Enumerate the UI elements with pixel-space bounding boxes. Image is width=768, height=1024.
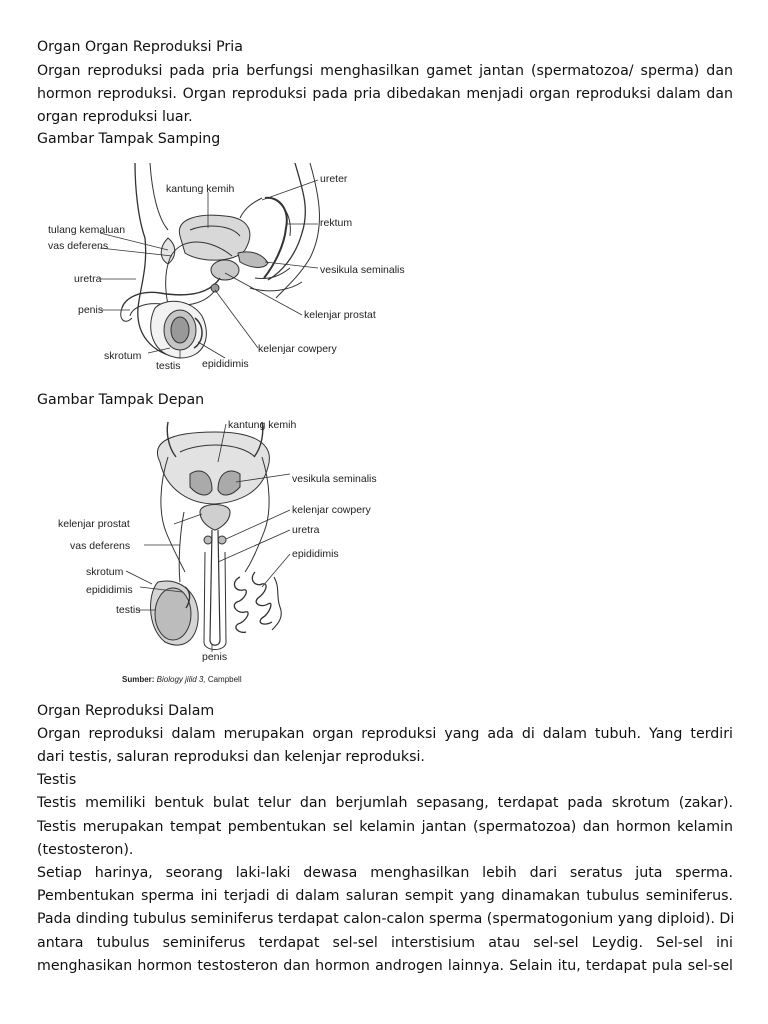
label-front-testis: testis: [116, 604, 141, 616]
subheading-organ-dalam: Organ Reproduksi Dalam: [37, 703, 215, 719]
label-front-vas-deferens: vas deferens: [70, 540, 131, 552]
body-line-3: Testis memiliki bentuk bulat telur dan berjumlah sepasang, terdapat pada skrotum (zakar).: [37, 795, 733, 811]
label-front-kelenjar-prostat: kelenjar prostat: [58, 518, 130, 530]
subheading-testis: Testis: [37, 772, 77, 788]
body-line-9: antara tubulus seminiferus terdapat sel-sel interstisium atau sel-sel Leydig. Sel-sel ini: [37, 935, 733, 951]
label-front-skrotum: skrotum: [86, 566, 124, 578]
figure-source: [122, 675, 242, 684]
label-kelenjar-prostat: kelenjar prostat: [304, 309, 376, 321]
body-line-5: (testosteron).: [37, 842, 134, 858]
label-vas-deferens: vas deferens: [48, 240, 109, 252]
front-view-diagram: [40, 412, 420, 690]
label-front-kantung-kemih: kantung kemih: [228, 419, 297, 431]
figure-front-caption: Gambar Tampak Depan: [37, 392, 205, 408]
side-view-leaders: [100, 180, 318, 358]
label-penis: penis: [78, 304, 104, 316]
body-line-1: Organ reproduksi dalam merupakan organ reproduksi yang ada di dalam tubuh. Yang terdiri: [37, 726, 733, 742]
source-prefix: Sumber:: [122, 675, 157, 684]
intro-line-1: Organ reproduksi pada pria berfungsi menghasilkan gamet jantan (spermatozoa/ sperma) dan: [37, 63, 733, 79]
label-front-uretra: uretra: [292, 524, 320, 536]
label-epididimis: epididimis: [202, 358, 249, 370]
label-front-epididimis-right: epididimis: [292, 548, 339, 560]
front-view-drawing: [151, 422, 282, 650]
source-author: Campbell: [205, 675, 242, 684]
label-kantung-kemih: kantung kemih: [166, 183, 235, 195]
label-kelenjar-cowpery: kelenjar cowpery: [258, 343, 337, 355]
body-line-7: Pembentukan sperma ini terjadi di dalam saluran sempit yang dinamakan tubulus seminiferus.: [37, 888, 733, 904]
figure-side-caption: Gambar Tampak Samping: [37, 131, 221, 147]
label-testis: testis: [156, 360, 181, 372]
bladder-shape-front: [157, 432, 269, 504]
section-title: Organ Organ Reproduksi Pria: [37, 39, 243, 55]
body-line-4: Testis merupakan tempat pembentukan sel kelamin jantan (spermatozoa) dan hormon kelamin: [37, 819, 733, 835]
label-front-vesikula-seminalis: vesikula seminalis: [292, 473, 377, 485]
intro-line-2: hormon reproduksi. Organ reproduksi pada pria dibedakan menjadi organ reproduksi dalam dan: [37, 86, 733, 102]
label-uretra: uretra: [74, 273, 102, 285]
label-vesikula-seminalis: vesikula seminalis: [320, 264, 405, 276]
source-title: Biology jilid 3,: [156, 675, 206, 684]
body-line-8: Pada dinding tubulus seminiferus terdapat calon-calon sperma (spermatogonium yang diploid). Di: [37, 911, 735, 927]
body-line-2: dari testis, saluran reproduksi dan kelenjar reproduksi.: [37, 749, 425, 765]
label-rektum: rektum: [320, 217, 353, 229]
label-skrotum: skrotum: [104, 350, 142, 362]
label-front-kelenjar-cowpery: kelenjar cowpery: [292, 504, 371, 516]
label-ureter: ureter: [320, 173, 348, 185]
label-tulang-kemaluan: tulang kemaluan: [48, 224, 126, 236]
intro-line-3: organ reproduksi luar.: [37, 109, 193, 125]
body-line-6: Setiap harinya, seorang laki-laki dewasa menghasilkan lebih dari seratus juta sperma.: [37, 865, 733, 881]
label-front-penis: penis: [202, 651, 228, 663]
testis-shape-front: [155, 588, 191, 640]
side-view-diagram: [40, 158, 420, 376]
body-line-10: menghasikan hormon testosteron dan hormon androgen lainnya. Selain itu, terdapat pula sel-sel: [37, 958, 733, 974]
label-front-epididimis-left: epididimis: [86, 584, 133, 596]
